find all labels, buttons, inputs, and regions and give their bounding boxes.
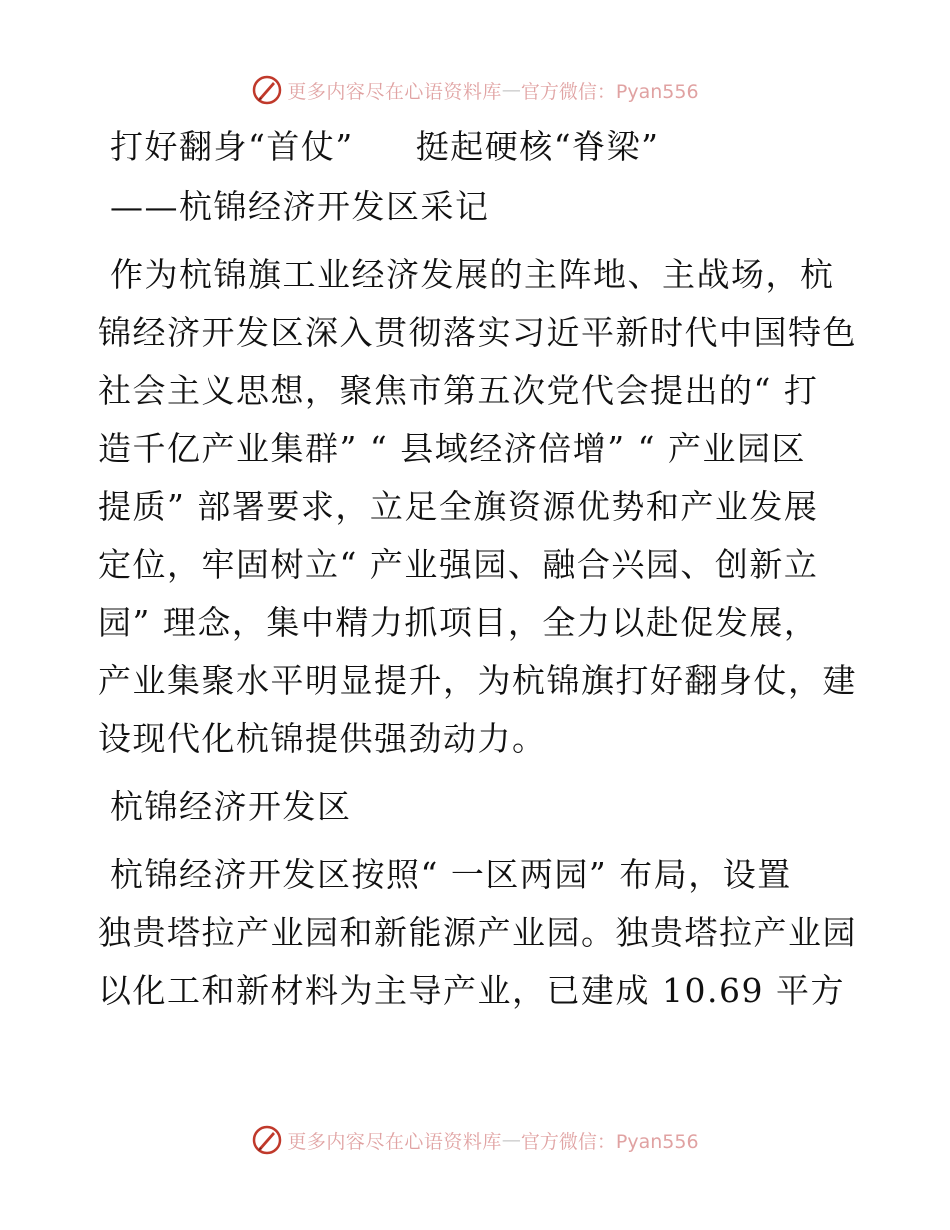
section-heading: 杭锦经济开发区	[110, 787, 352, 826]
paragraph-line: 作为杭锦旗工业经济发展的主阵地、主战场，杭	[110, 255, 835, 294]
paragraph-line: 社会主义思想，聚焦市第五次党代会提出的“ 打	[98, 371, 819, 410]
paragraph-line: 造千亿产业集群” “ 县域经济倍增” “ 产业园区	[98, 429, 806, 468]
article-body	[98, 118, 858, 1020]
title-part-one: 打好翻身“首仗”	[110, 127, 354, 166]
article-subtitle: ——杭锦经济开发区采记	[110, 187, 490, 226]
paragraph-line: 设现代化杭锦提供强劲动力。	[98, 719, 547, 758]
title-part-two: 挺起硬核“脊梁”	[415, 127, 660, 166]
watermark-separator: —	[501, 79, 521, 101]
paragraph-line: 独贵塔拉产业园和新能源产业园。独贵塔拉产业园	[98, 913, 857, 952]
watermark-site-text: 更多内容尽在心语资料库	[287, 80, 502, 103]
paragraph-layout	[98, 846, 858, 1020]
paragraph-line: 产业集聚水平明显提升，为杭锦旗打好翻身仗，建	[98, 661, 857, 700]
paragraph-line: 园” 理念，集中精力抓项目，全力以赴促发展，	[98, 603, 819, 642]
paragraph-line: 提质” 部署要求，立足全旗资源优势和产业发展	[98, 487, 819, 526]
watermark-wechat-text: 官方微信：Pyan556	[520, 80, 699, 103]
header-watermark	[0, 70, 950, 110]
watermark-site-text: 更多内容尽在心语资料库	[287, 1130, 502, 1153]
quill-logo-icon	[251, 1124, 283, 1156]
watermark-separator: —	[501, 1129, 521, 1151]
watermark-wechat-text: 官方微信：Pyan556	[520, 1130, 699, 1153]
paragraph-line: 杭锦经济开发区按照“ 一区两园” 布局，设置	[110, 855, 792, 894]
footer-watermark	[0, 1120, 950, 1160]
paragraph-line: 锦经济开发区深入贯彻落实习近平新时代中国特色	[98, 313, 857, 352]
paragraph-intro	[98, 246, 858, 768]
quill-logo-icon	[251, 74, 283, 106]
paragraph-line: 定位，牢固树立“ 产业强园、融合兴园、创新立	[98, 545, 819, 584]
article-title	[98, 118, 858, 176]
paragraph-line: 以化工和新材料为主导产业，已建成 10.69 平方	[98, 971, 845, 1010]
